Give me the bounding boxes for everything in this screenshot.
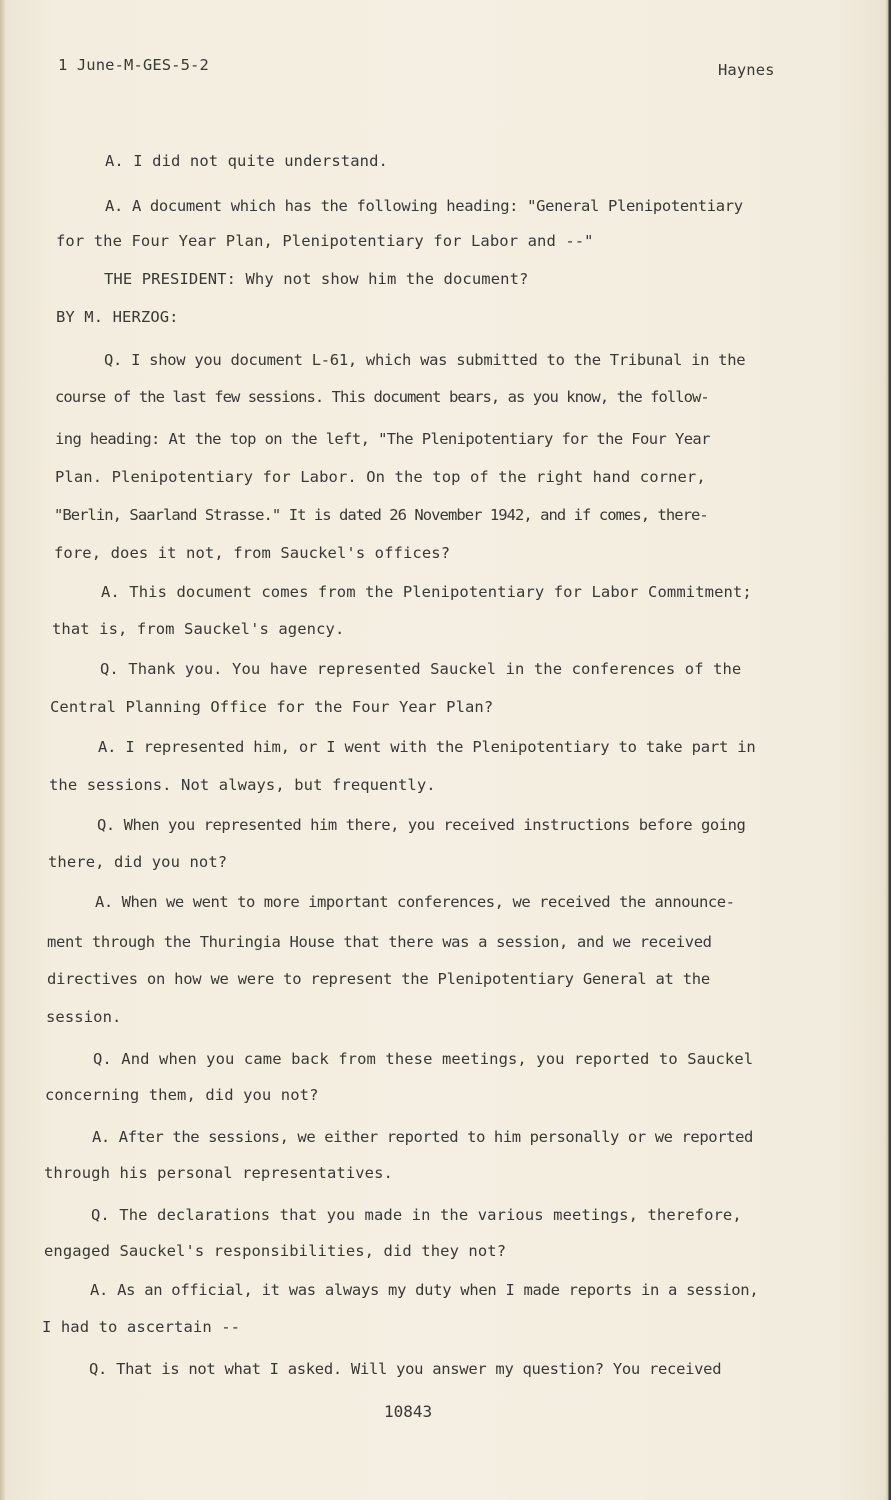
- header-name: Haynes: [718, 61, 775, 79]
- text-line: Q. I show you document L-61, which was submitted to the Tribunal in the: [104, 351, 746, 369]
- text-line: A. This document comes from the Plenipotentiary for Labor Commitment;: [101, 583, 752, 601]
- text-line: session.: [46, 1008, 122, 1026]
- text-line: Q. When you represented him there, you received instructions before going: [97, 816, 746, 834]
- text-line: for the Four Year Plan, Plenipotentiary for Labor and --": [56, 232, 594, 250]
- text-line: Q. And when you came back from these meetings, you reported to Sauckel: [93, 1050, 754, 1068]
- text-line: A. I did not quite understand.: [105, 152, 388, 170]
- text-line: the sessions. Not always, but frequently.: [49, 776, 436, 794]
- text-line: THE PRESIDENT: Why not show him the document?: [104, 270, 529, 288]
- text-line: Q. That is not what I asked. Will you answer my question? You received: [89, 1360, 722, 1378]
- text-line: that is, from Sauckel's agency.: [52, 620, 345, 638]
- text-line: Q. Thank you. You have represented Sauckel in the conferences of the: [100, 660, 742, 678]
- text-line: Q. The declarations that you made in the various meetings, therefore,: [91, 1206, 742, 1224]
- page-edge-left: [0, 0, 6, 1500]
- text-line: concerning them, did you not?: [45, 1086, 319, 1104]
- text-line: "Berlin, Saarland Strasse." It is dated 26 November 1942, and if comes, there-: [54, 506, 708, 524]
- text-line: directives on how we were to represent the Plenipotentiary General at the: [47, 970, 710, 988]
- text-line: A. After the sessions, we either reported to him personally or we reported: [92, 1128, 753, 1146]
- text-line: A. As an official, it was always my duty when I made reports in a session,: [90, 1281, 759, 1299]
- text-line: there, did you not?: [48, 853, 228, 871]
- page-number: 10843: [384, 1402, 433, 1421]
- text-line: through his personal representatives.: [44, 1164, 393, 1182]
- text-line: A. When we went to more important conferences, we received the announce-: [95, 893, 735, 911]
- text-line: A. A document which has the following heading: "General Plenipotentiary: [105, 197, 743, 215]
- text-line: fore, does it not, from Sauckel's offices?: [54, 544, 451, 562]
- text-line: course of the last few sessions. This document bears, as you know, the follow-: [55, 388, 709, 406]
- text-line: BY M. HERZOG:: [56, 308, 179, 326]
- text-line: engaged Sauckel's responsibilities, did they not?: [44, 1242, 507, 1260]
- text-line: I had to ascertain --: [42, 1318, 241, 1336]
- text-line: ment through the Thuringia House that there was a session, and we received: [47, 933, 712, 951]
- header-reference: 1 June-M-GES-5-2: [58, 56, 209, 74]
- text-line: A. I represented him, or I went with the Plenipotentiary to take part in: [98, 738, 756, 756]
- text-line: Central Planning Office for the Four Year Plan?: [50, 698, 494, 716]
- text-line: Plan. Plenipotentiary for Labor. On the top of the right hand corner,: [55, 468, 706, 486]
- page-edge-right: [885, 0, 891, 1500]
- text-line: ing heading: At the top on the left, "The Plenipotentiary for the Four Year: [55, 430, 710, 448]
